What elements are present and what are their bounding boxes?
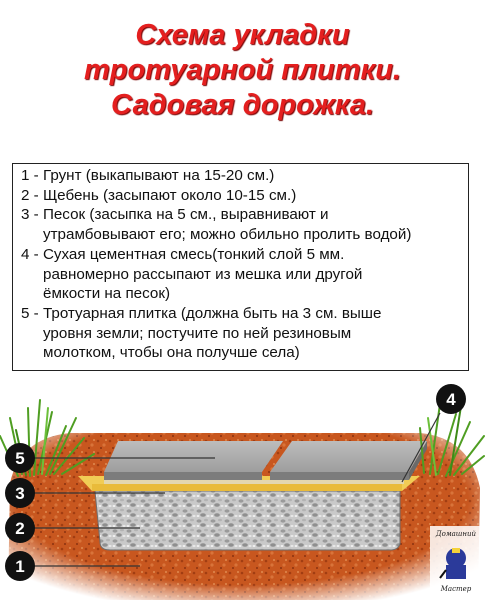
marker-2 [5,513,35,543]
legend-box [12,163,469,371]
title-line-2: тротуарной плитки. [84,54,401,86]
marker-3-label: 3 [15,484,25,503]
title-line-3: Садовая дорожка. [110,89,375,121]
logo-top-text: Домашний [435,530,477,538]
marker-3 [5,478,35,508]
marker-1-label: 1 [15,557,25,576]
legend-item-sand: 3 - Песок (засыпка на 5 см., выравнивают и утрамбовывают его; можно обильно пролить водой) [21,206,412,244]
marker-4-label: 4 [446,390,456,409]
legend-item-gravel: 2 - Щебень (засыпают около 10-15 см.) [21,186,297,204]
legend-item-tile: 5 - Тротуарная плитка (должна быть на 3 см. выше уровня земли; постучите по ней резиновым молотком, чтобы она получше села) [21,304,382,362]
gravel-layer [95,491,400,550]
logo-bottom-text: Мастер [440,585,472,593]
marker-5-label: 5 [15,449,25,468]
marker-1 [5,551,35,581]
site-logo [430,526,482,596]
marker-4 [436,384,466,414]
marker-2-label: 2 [15,519,25,538]
legend-item-cement: 4 - Сухая цементная смесь(тонкий слой 5 мм. равномерно рассыпают из мешка или другой ёмкости на песок) [21,245,363,303]
marker-5 [5,443,35,473]
cross-section-illustration [0,378,485,600]
legend-item-soil: 1 - Грунт (выкапывают на 15-20 см.) [21,167,275,184]
cement-mix-layer [104,480,404,484]
title-line-1: Схема укладки [135,19,350,51]
diagram-title [0,18,485,123]
